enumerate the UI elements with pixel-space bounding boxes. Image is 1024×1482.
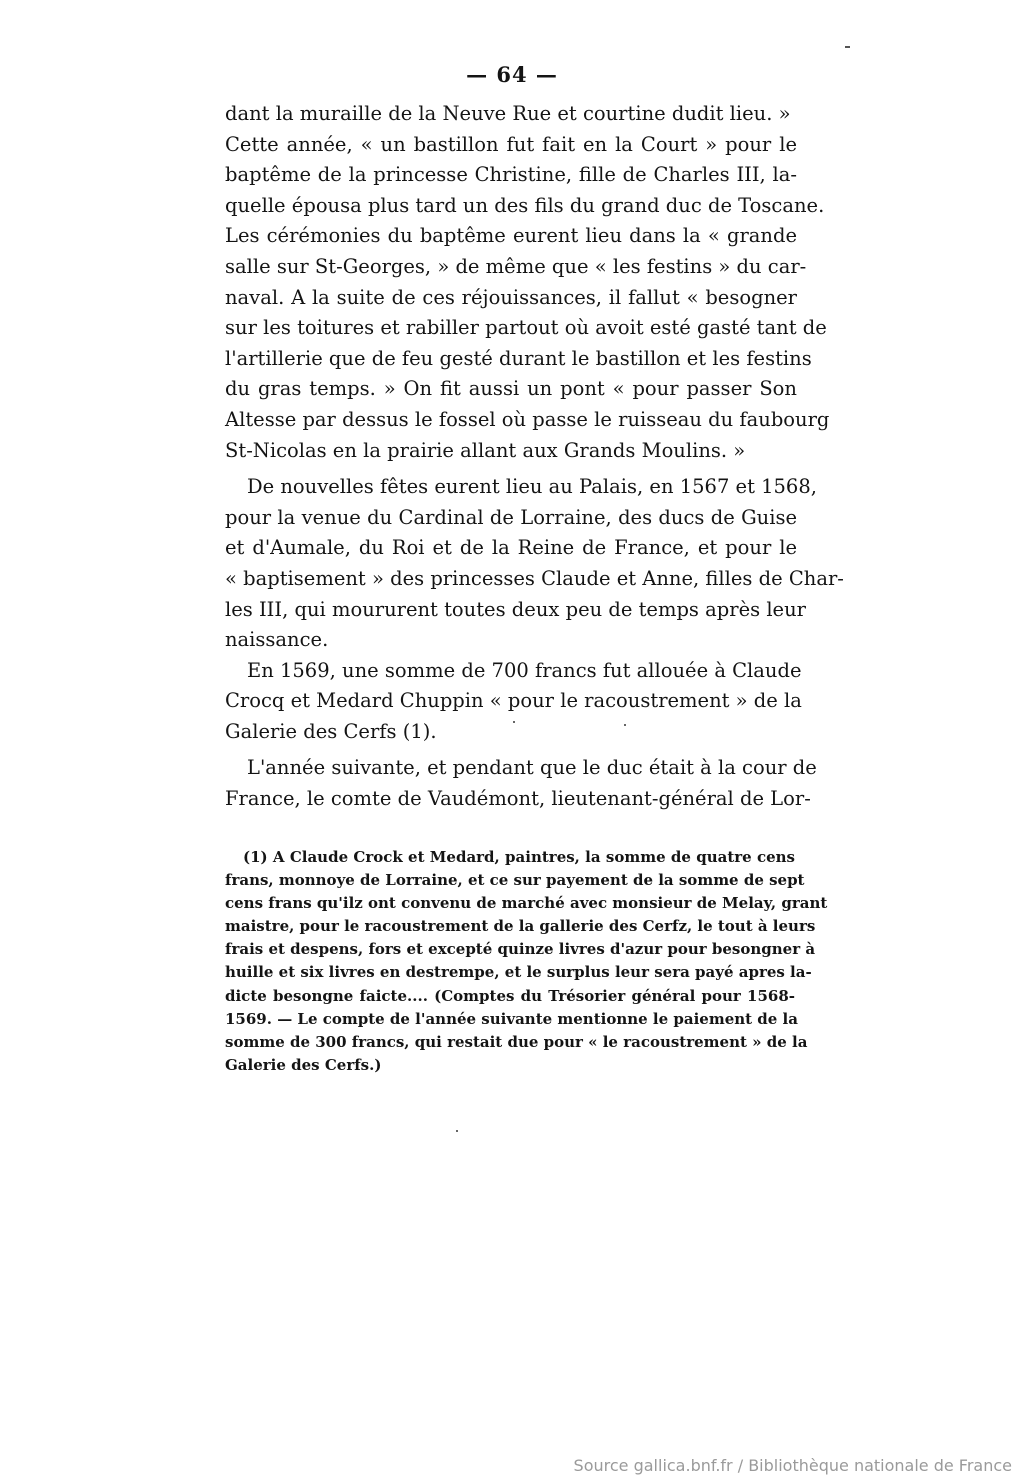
scan-speck <box>624 724 626 726</box>
text-line <box>225 313 827 344</box>
text-line <box>225 753 817 784</box>
text-line <box>225 344 812 375</box>
scan-speck <box>513 721 515 723</box>
footnote-line-content: maistre, pour le racoustrement de la gallerie des Cerfz, le tout à leurs <box>225 917 816 936</box>
page-number: — 64 — <box>466 62 558 87</box>
footnote-line <box>225 846 795 869</box>
text-line-content: et d'Aumale, du Roi et de la Reine de France, et pour le <box>225 536 797 560</box>
text-line-content: du gras temps. » On fit aussi un pont « pour passer Son <box>225 377 797 401</box>
text-line <box>225 472 817 503</box>
text-line-content: naval. A la suite de ces réjouissances, il fallut « besogner <box>225 285 797 309</box>
text-line-content: les III, qui moururent toutes deux peu de temps après leur <box>225 597 806 621</box>
footnote-line <box>225 961 812 984</box>
text-line <box>225 533 797 564</box>
footnote-line <box>225 915 816 938</box>
text-line-content: Les cérémonies du baptême eurent lieu dans la « grande <box>225 224 797 248</box>
footnote-line-content: (1) A Claude Crock et Medard, paintres, la somme de quatre cens <box>243 848 795 866</box>
text-line-content: baptême de la princesse Christine, fille de Charles III, la- <box>225 163 797 187</box>
text-line <box>225 221 797 252</box>
text-line <box>225 160 797 191</box>
text-line-content: sur les toitures et rabiller partout où avoit esté gasté tant de <box>225 316 827 340</box>
text-line-content: En 1569, une somme de 700 francs fut allouée à Claude <box>247 658 802 682</box>
footnote-line <box>225 985 795 1008</box>
text-line-content: l'artillerie que de feu gesté durant le bastillon et les festins <box>225 346 812 370</box>
footnote-line-content: cens frans qu'ilz ont convenu de marché avec monsieur de Melay, grant <box>225 894 828 913</box>
text-line-content: France, le comte de Vaudémont, lieutenant-général de Lor- <box>225 787 811 811</box>
text-line <box>225 99 797 130</box>
body-text <box>225 99 844 815</box>
text-line <box>225 405 830 436</box>
text-line-content: Cette année, « un bastillon fut fait en la Court » pour le <box>225 132 797 156</box>
footnote-line <box>225 1031 808 1054</box>
text-line-content: Crocq et Medard Chuppin « pour le racoustrement » de la <box>225 689 802 713</box>
text-line <box>225 252 807 283</box>
text-line-content: dant la muraille de la Neuve Rue et courtine dudit lieu. » <box>225 102 791 125</box>
footnote-line <box>225 892 828 915</box>
text-line-content: « baptisement » des princesses Claude et Anne, filles de Char- <box>225 566 844 590</box>
text-line <box>225 283 797 314</box>
text-line-content: L'année suivante, et pendant que le duc était à la cour de <box>247 756 817 780</box>
footnote-line-content: frais et despens, fors et excepté quinze livres d'azur pour besongner à <box>225 940 816 959</box>
text-line <box>225 503 797 534</box>
source-credit: Source gallica.bnf.fr / Bibliothèque nationale de France <box>573 1456 1012 1475</box>
text-line <box>225 564 844 595</box>
footnote-line-content: Galerie des Cerfs.) <box>225 1055 382 1074</box>
text-line-content: quelle épousa plus tard un des fils du grand duc de Toscane. <box>225 193 825 217</box>
text-line <box>225 130 797 161</box>
footnote-line-content: 1569. — Le compte de l'année suivante mentionne le paiement de la <box>225 1009 798 1028</box>
scan-speck <box>456 1130 458 1132</box>
text-line-content: salle sur St-Georges, » de même que « les festins » du car- <box>225 254 807 278</box>
footnote-line-content: frans, monnoye de Lorraine, et ce sur payement de la somme de sept <box>225 871 805 890</box>
footnote-line-content: somme de 300 francs, qui restait due pour « le racoustrement » de la <box>225 1032 808 1051</box>
text-line <box>225 656 802 687</box>
text-line <box>225 374 797 405</box>
scan-mark <box>845 46 850 48</box>
text-line <box>225 784 811 815</box>
footnote-line <box>225 1008 798 1031</box>
text-line-content: naissance. <box>225 628 329 652</box>
footnote-line-content: dicte besongne faicte.... (Comptes du Trésorier général pour 1568- <box>225 986 795 1005</box>
text-line <box>225 191 825 222</box>
text-line-content: Altesse par dessus le fossel où passe le ruisseau du faubourg <box>225 407 830 431</box>
text-line <box>225 595 806 626</box>
text-line-content: pour la venue du Cardinal de Lorraine, des ducs de Guise <box>225 505 797 529</box>
footnote-line-content: huille et six livres en destrempe, et le surplus leur sera payé apres la- <box>225 963 812 982</box>
text-line-content: Galerie des Cerfs (1). <box>225 719 437 743</box>
text-line <box>225 436 797 467</box>
text-line <box>225 717 797 748</box>
text-line-content: De nouvelles fêtes eurent lieu au Palais, en 1567 et 1568, <box>247 475 817 499</box>
text-line-content: St-Nicolas en la prairie allant aux Grands Moulins. » <box>225 438 746 462</box>
footnote-line <box>225 1054 795 1077</box>
footnote <box>225 846 828 1077</box>
footnote-line <box>225 869 805 892</box>
text-line <box>225 686 802 717</box>
footnote-line <box>225 938 816 961</box>
text-line <box>225 625 797 656</box>
